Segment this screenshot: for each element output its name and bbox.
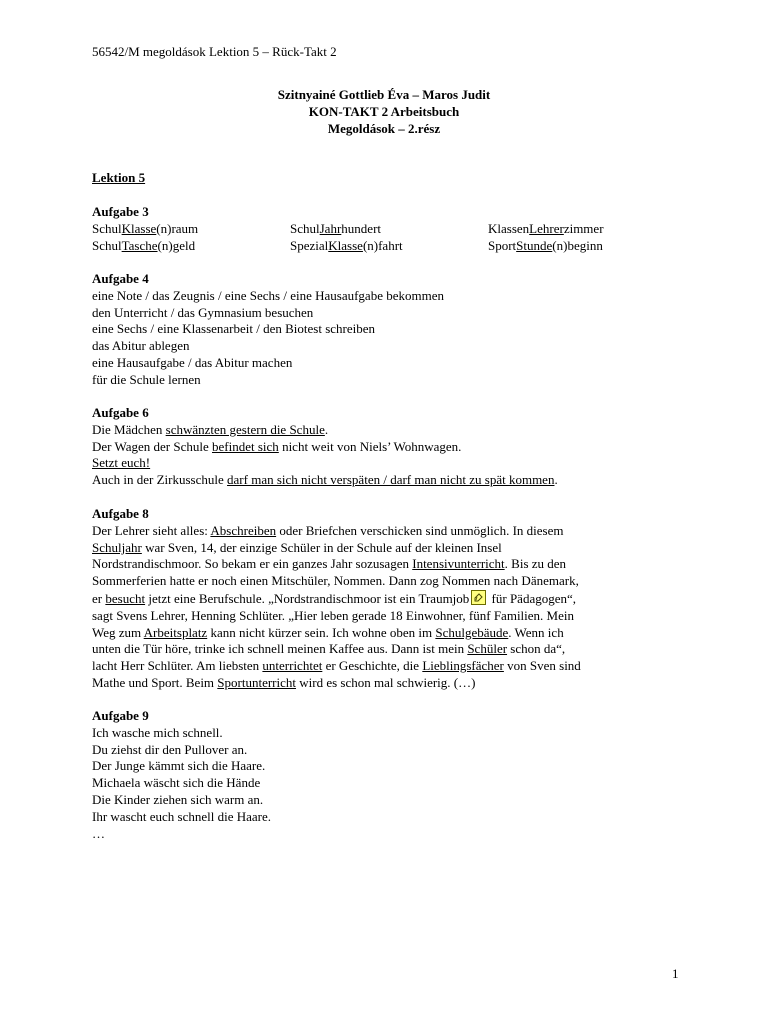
list-item: Ihr wascht euch schnell die Haare. (92, 808, 272, 824)
text-line: Weg zum Arbeitsplatz kann nicht kürzer sein. Ich wohne oben im Schulgebäude. Wenn ich (92, 624, 564, 640)
page-number: 1 (672, 966, 679, 981)
list-item: Ich wasche mich schnell. (92, 724, 223, 740)
text-line: er besucht jetzt eine Berufschule. „Nordstrandischmoor ist ein Traumjob für Pädagogen“, (92, 590, 577, 606)
text-line: Schuljahr war Sven, 14, der einzige Schüler in der Schule auf der kleinen Insel (92, 539, 502, 555)
sentence: Die Mädchen schwänzten gestern die Schule. (92, 421, 329, 437)
text-line: Der Lehrer sieht alles: Abschreiben oder Briefchen verschicken sind unmöglich. In diesem (92, 522, 564, 538)
list-item: Michaela wäscht sich die Hände (92, 775, 261, 791)
aufgabe-9 (92, 708, 692, 842)
compound-cell: SchulJahrhundert (290, 220, 382, 236)
text-line: lacht Herr Schlüter. Am liebsten unterrichtet er Geschichte, die Lieblingsfächer von Sven sind (92, 658, 581, 674)
compound-cell: SportStunde(n)beginn (488, 237, 603, 253)
aufgabe-8 (92, 506, 692, 692)
subtitle: Megoldások – 2.rész (327, 121, 441, 136)
list-item: Du ziehst dir den Pullover an. (92, 741, 248, 757)
list-item: eine Note / das Zeugnis / eine Sechs / eine Hausaufgabe bekommen (92, 287, 444, 303)
list-item: das Abitur ablegen (92, 338, 190, 354)
embedded-note-icon (471, 590, 486, 605)
compound-cell: KlassenLehrerzimmer (488, 220, 604, 236)
text-line: Nordstrandischmoor. So bekam er ein ganzes Jahr sozusagen Intensivunterricht. Bis zu den (92, 556, 567, 572)
text-line: Mathe und Sport. Beim Sportunterricht wird es schon mal schwierig. (…) (92, 674, 476, 690)
sentence: Auch in der Zirkusschule darf man sich nicht verspäten / darf man nicht zu spät kommen. (92, 472, 558, 488)
aufgabe-9-heading: Aufgabe 9 (92, 708, 149, 723)
compound-cell: SpezialKlasse(n)fahrt (290, 237, 403, 253)
text-line: sagt Svens Lehrer, Henning Schlüter. „Hier leben gerade 18 Einwohner, fünf Familien. Mein (92, 607, 574, 623)
list-item: für die Schule lernen (92, 371, 201, 387)
aufgabe-3-heading: Aufgabe 3 (92, 204, 149, 219)
list-item: eine Sechs / eine Klassenarbeit / den Biotest schreiben (92, 321, 376, 337)
compound-cell: SchulKlasse(n)raum (92, 220, 199, 236)
running-header: 56542/M megoldások Lektion 5 – Rück-Takt 2 (92, 44, 337, 59)
text-line: unten die Tür höre, trinke ich schnell meinen Kaffee aus. Dann ist mein Schüler schon da“, (92, 641, 566, 657)
aufgabe-4 (92, 271, 692, 389)
compound-row-2 (92, 238, 692, 255)
lektion-heading: Lektion 5 (92, 170, 146, 185)
sentence: Der Wagen der Schule befindet sich nicht weit von Niels’ Wohnwagen. (92, 438, 462, 454)
compound-cell: SchulTasche(n)geld (92, 237, 196, 253)
aufgabe-8-heading: Aufgabe 8 (92, 506, 149, 521)
authors: Szitnyainé Gottlieb Éva – Maros Judit (277, 87, 491, 102)
list-item: den Unterricht / das Gymnasium besuchen (92, 304, 314, 320)
aufgabe-6-heading: Aufgabe 6 (92, 405, 149, 420)
book-title: KON-TAKT 2 Arbeitsbuch (308, 104, 460, 119)
list-item: eine Hausaufgabe / das Abitur machen (92, 354, 293, 370)
sentence: Setzt euch! (92, 455, 151, 471)
compound-row-1 (92, 221, 692, 238)
list-item: … (92, 825, 105, 841)
aufgabe-6 (92, 405, 692, 489)
aufgabe-4-heading: Aufgabe 4 (92, 271, 149, 286)
title-block (92, 86, 676, 137)
aufgabe-3 (92, 204, 692, 254)
text-line: Sommerferien hatte er noch einen Mitschüler, Nommen. Dann zog Nommen nach Dänemark, (92, 573, 579, 589)
list-item: Der Junge kämmt sich die Haare. (92, 758, 266, 774)
list-item: Die Kinder ziehen sich warm an. (92, 791, 264, 807)
